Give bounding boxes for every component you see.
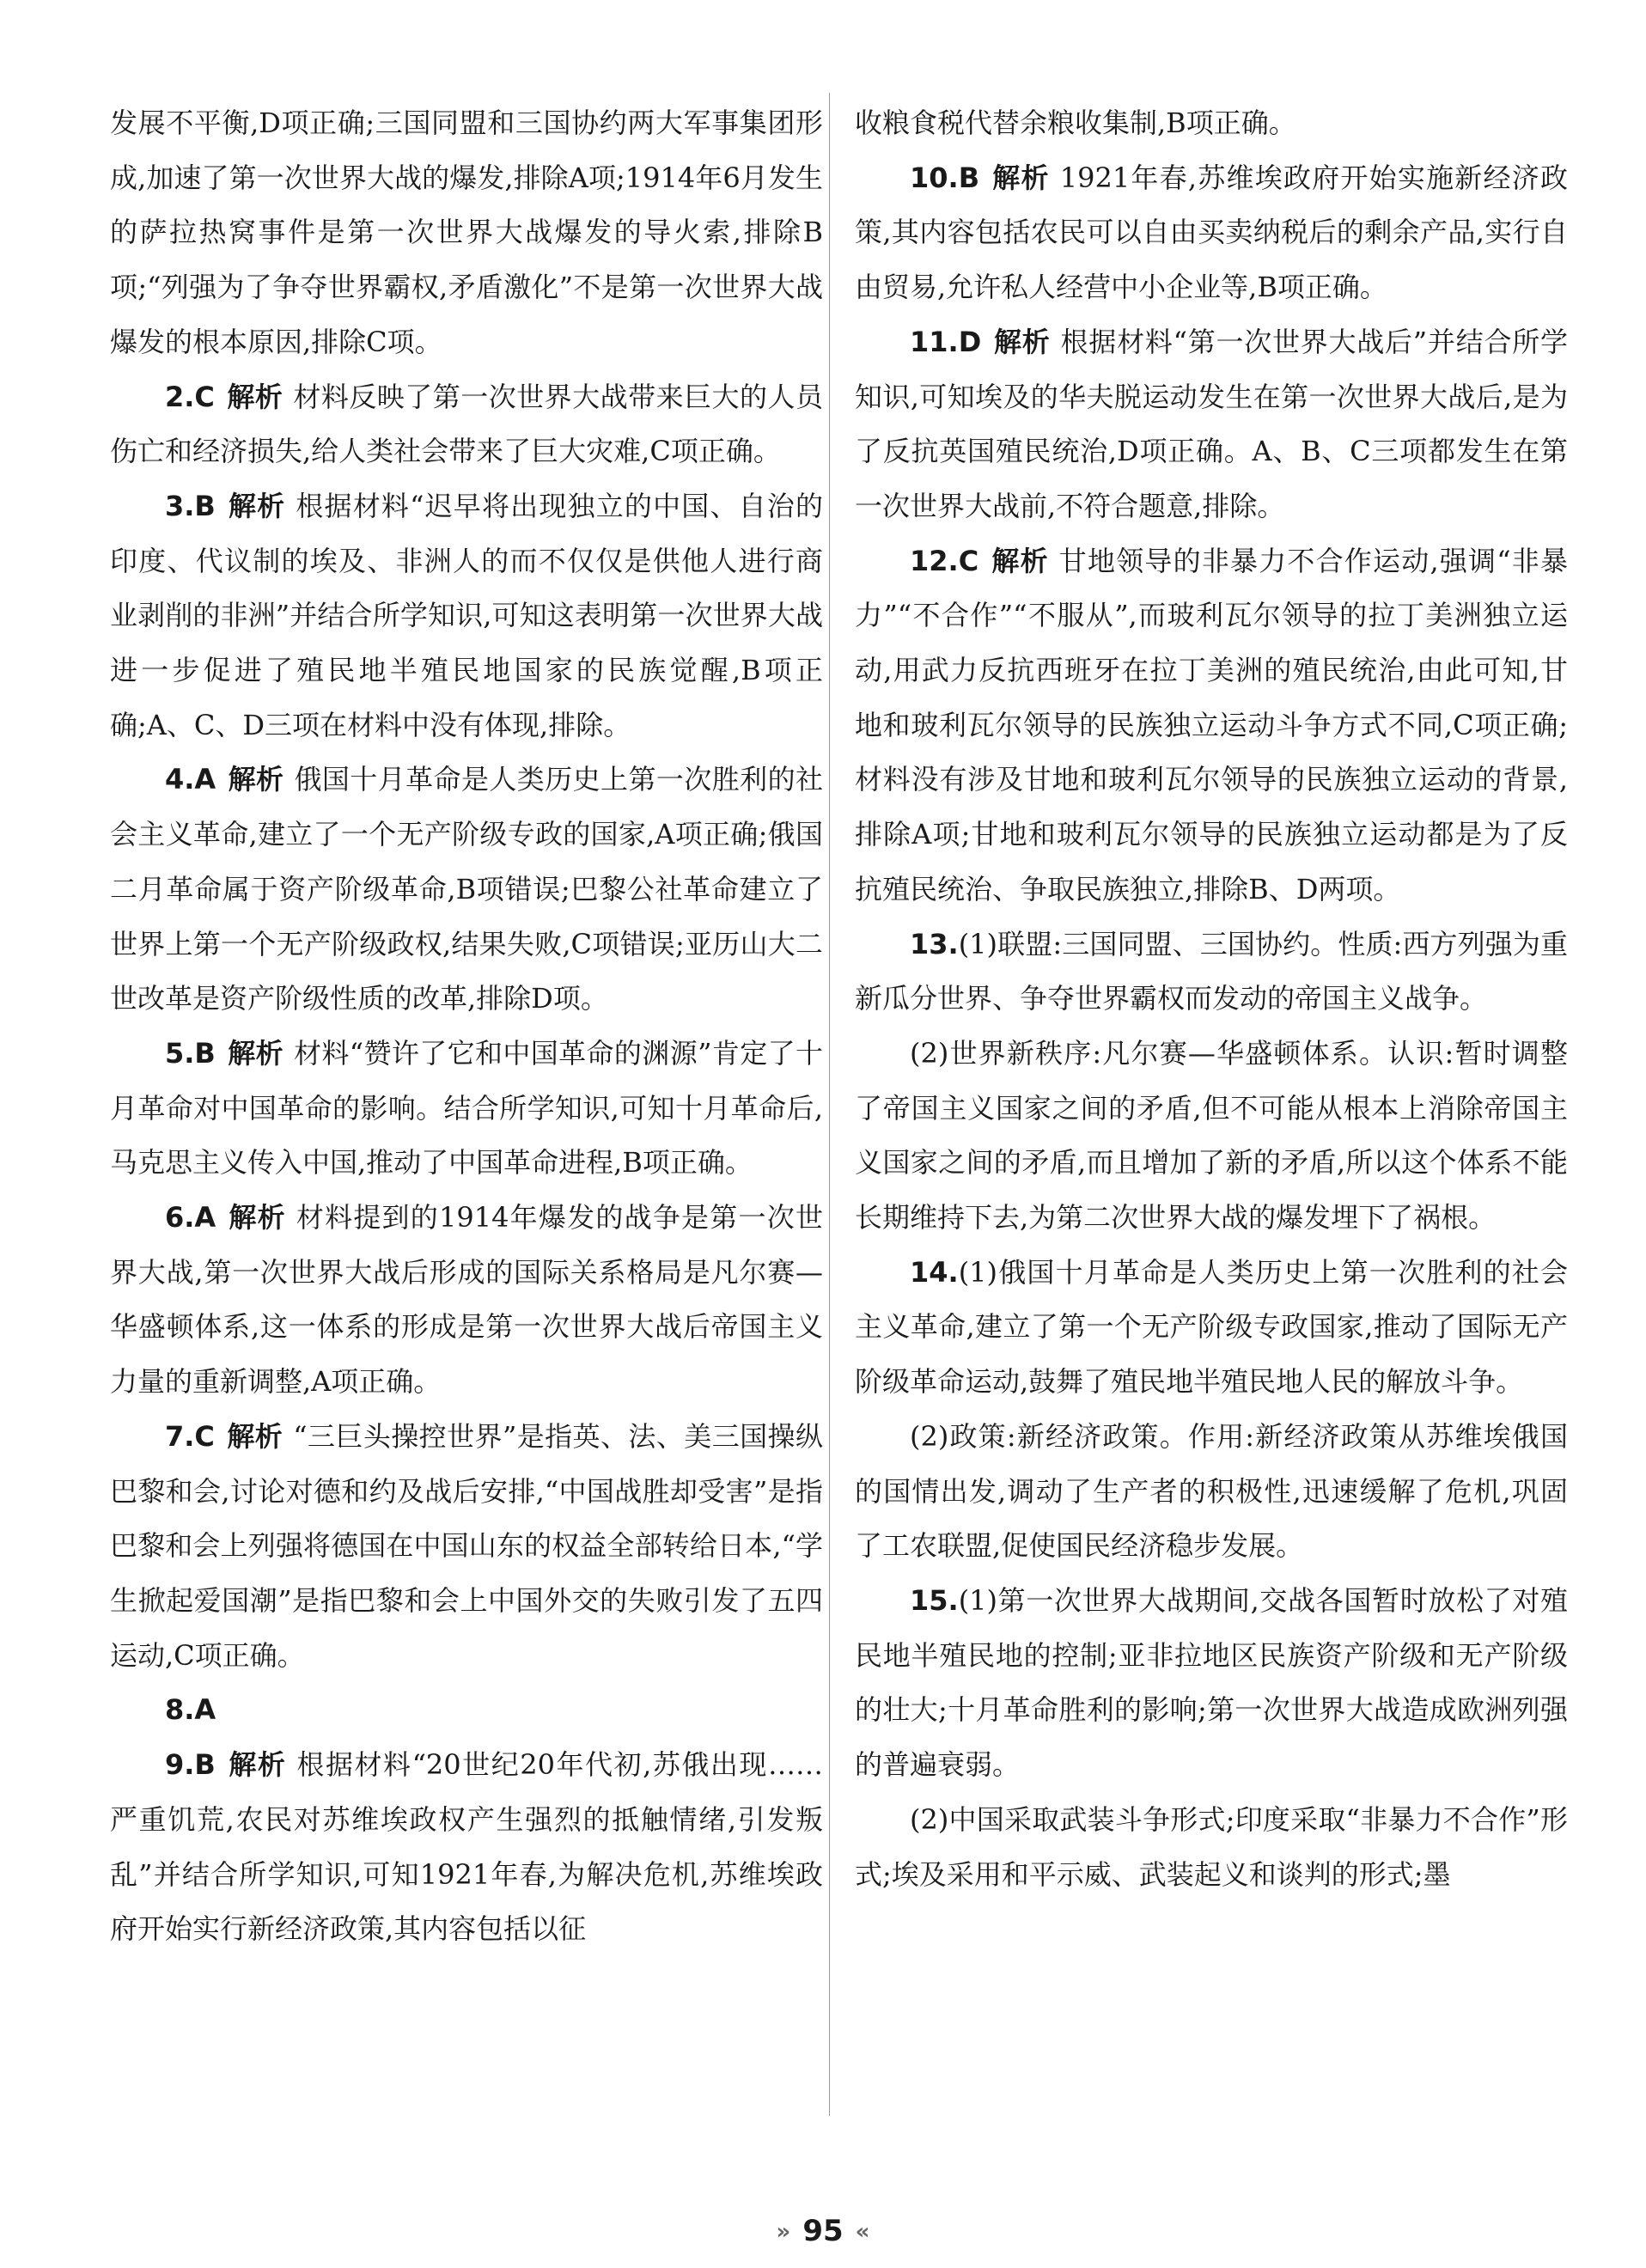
answer-number: 13. [910,927,959,960]
analysis-label: 解析 [227,489,286,522]
answer-number: 3.B [165,489,216,522]
answer-item [110,1191,823,1410]
answer-text: “三巨头操控世界”是指英、法、美三国操纵巴黎和会,讨论对德和约及战后安排,“中国战胜却受害”是指巴黎和会上列强将德国在中国山东的权益全部转给日本,“学生掀起爱国潮”是指巴黎和会上中国外交的失败引发了五四运动,C项正确。 [110,1419,823,1672]
answer-item [110,1683,823,1738]
answer-text: (2)中国采取武装斗争形式;印度采取“非暴力不合作”形式;埃及采用和平示威、武装起义和谈判的形式;墨 [855,1802,1568,1891]
answer-text: 1921年春,苏维埃政府开始实施新经济政策,其内容包括农民可以自由买卖纳税后的剩余产品,实行自由贸易,允许私人经营中小企业等,B项正确。 [855,161,1568,304]
answer-text: 材料提到的1914年爆发的战争是第一次世界大战,第一次世界大战后形成的国际关系格局是凡尔赛—华盛顿体系,这一体系的形成是第一次世界大战后帝国主义力量的重新调整,A项正确。 [110,1201,823,1399]
answer-text: 根据材料“迟早将出现独立的中国、自治的印度、代议制的埃及、非洲人的而不仅仅是供他人进行商业剥削的非洲”并结合所学知识,可知这表明第一次世界大战进一步促进了殖民地半殖民地国家的民族觉醒,B项正确;A、C、D三项在材料中没有体现,排除。 [110,489,823,741]
answer-subitem [855,1410,1568,1574]
answer-number: 4.A [165,763,216,796]
answer-item [110,1027,823,1191]
answer-text: 根据材料“20世纪20年代初,苏俄出现……严重饥荒,农民对苏维埃政权产生强烈的抵触情绪,引发叛乱”并结合所学知识,可知1921年春,为解决危机,苏维埃政府开始实行新经济政策,其内容包括以征 [110,1748,823,1946]
analysis-label: 解析 [228,763,284,796]
page-footer [0,2214,1646,2248]
answer-continuation [110,96,823,370]
answer-text: 甘地领导的非暴力不合作运动,强调“非暴力”“不合作”“不服从”,而玻利瓦尔领导的拉丁美洲独立运动,用武力反抗西班牙在拉丁美洲的殖民统治,由此可知,甘地和玻利瓦尔领导的民族独立运动斗争方式不同,C项正确;材料没有涉及甘地和玻利瓦尔领导的民族独立运动的背景,排除A项;甘地和玻利瓦尔领导的民族独立运动都是为了反抗殖民统治、争取民族独立,排除B、D两项。 [855,544,1568,905]
answer-number: 8.A [165,1693,216,1727]
analysis-label: 解析 [991,544,1049,577]
answer-text: 材料“赞许了它和中国革命的渊源”肯定了十月革命对中国革命的影响。结合所学知识,可知十月革命后,马克思主义传入中国,推动了中国革命进程,B项正确。 [110,1036,823,1180]
answer-number: 9.B [165,1748,216,1782]
answer-text: 材料反映了第一次世界大战带来巨大的人员伤亡和经济损失,给人类社会带来了巨大灾难,C项正确。 [110,380,823,468]
column-divider [829,93,830,2116]
answer-number: 11.D [910,325,982,358]
answer-text: (2)世界新秩序:凡尔赛—华盛顿体系。认识:暂时调整了帝国主义国家之间的矛盾,但不可能从根本上消除帝国主义国家之间的矛盾,而且增加了新的矛盾,所以这个体系不能长期维持下去,为第二次世界大战的爆发埋下了祸根。 [855,1036,1568,1235]
answer-text: 收粮食税代替余粮收集制,B项正确。 [855,107,1296,139]
answer-subitem [855,1027,1568,1246]
answer-item [110,753,823,1027]
answer-item [855,151,1568,315]
answer-number: 15. [910,1583,959,1617]
analysis-label: 解析 [991,161,1050,194]
answer-number: 6.A [165,1201,216,1235]
analysis-label: 解析 [993,325,1051,358]
answer-number: 14. [910,1255,959,1289]
analysis-label: 解析 [227,1748,287,1782]
answer-item [110,370,823,479]
analysis-label: 解析 [226,380,283,413]
answer-text: 发展不平衡,D项正确;三国同盟和三国协约两大军事集团形成,加速了第一次世界大战的爆发,排除A项;1914年6月发生的萨拉热窝事件是第一次世界大战爆发的导火索,排除B项;“列强为了争夺世界霸权,矛盾激化”不是第一次世界大战爆发的根本原因,排除C项。 [110,107,823,358]
answer-number: 5.B [165,1036,216,1070]
answer-item [855,1574,1568,1793]
analysis-label: 解析 [228,1201,286,1235]
answer-text: 俄国十月革命是人类历史上第一次胜利的社会主义革命,建立了一个无产阶级专政的国家,A项正确;俄国二月革命属于资产阶级革命,B项错误;巴黎公社革命建立了世界上第一个无产阶级政权,结果失败,C项错误;亚历山大二世改革是资产阶级性质的改革,排除D项。 [110,763,823,1015]
answer-continuation [855,96,1568,151]
answer-text: (2)政策:新经济政策。作用:新经济政策从苏维埃俄国的国情出发,调动了生产者的积极性,迅速缓解了危机,巩固了工农联盟,促使国民经济稳步发展。 [855,1419,1568,1563]
answer-item [110,479,823,753]
answer-number: 7.C [165,1419,215,1453]
answer-number: 10.B [910,161,980,194]
answer-text: 根据材料“第一次世界大战后”并结合所学知识,可知埃及的华夫脱运动发生在第一次世界大战后,是为了反抗英国殖民统治,D项正确。A、B、C三项都发生在第一次世界大战前,不符合题意,排除。 [855,325,1568,522]
right-column [855,96,1568,1902]
page-number: 95 [802,2214,844,2248]
answer-item [110,1410,823,1684]
answer-number: 12.C [910,544,979,577]
answer-number: 2.C [165,380,215,413]
answer-item [855,918,1568,1027]
answer-item [855,315,1568,534]
analysis-label: 解析 [226,1419,283,1453]
page-arrow-right-icon: « [855,2219,870,2245]
answer-item [855,534,1568,918]
answer-subitem [855,1793,1568,1902]
page-arrow-left-icon: » [776,2219,791,2245]
left-column [110,96,823,1957]
answer-text: (1)第一次世界大战期间,交战各国暂时放松了对殖民地半殖民地的控制;亚非拉地区民族资产阶级和无产阶级的壮大;十月革命胜利的影响;第一次世界大战造成欧洲列强的普遍衰弱。 [855,1583,1568,1782]
answer-text: (1)联盟:三国同盟、三国协约。性质:西方列强为重新瓜分世界、争夺世界霸权而发动的帝国主义战争。 [855,927,1568,1015]
answer-item [110,1738,823,1957]
analysis-label: 解析 [227,1036,283,1070]
answer-text: (1)俄国十月革命是人类历史上第一次胜利的社会主义革命,建立了第一个无产阶级专政国家,推动了国际无产阶级革命运动,鼓舞了殖民地半殖民地人民的解放斗争。 [855,1255,1568,1399]
answer-item [855,1246,1568,1410]
